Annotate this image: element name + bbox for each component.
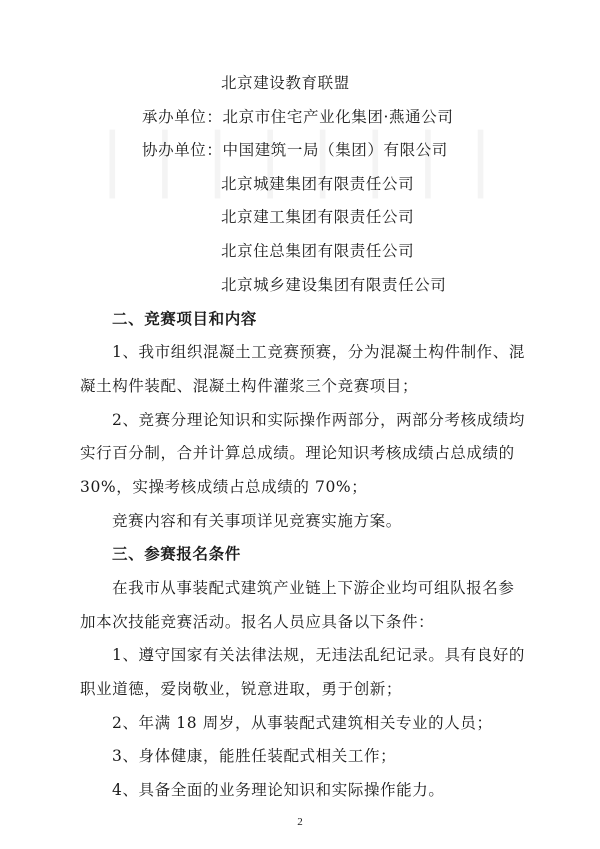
section-heading-2: 二、竞赛项目和内容 <box>112 309 257 328</box>
paragraph-line: 3、身体健康，能胜任装配式相关工作； <box>112 747 397 765</box>
paragraph-line: 30%，实操考核成绩占总成绩的 70%； <box>80 478 368 496</box>
organizer-line-4: 北京城建集团有限责任公司 <box>221 175 415 193</box>
paragraph-line: 在我市从事装配式建筑产业链上下游企业均可组队报名参 <box>112 579 515 597</box>
paragraph-line: 实行百分制，合并计算总成绩。理论知识考核成绩占总成绩的 <box>80 444 515 462</box>
organizer-line-7: 北京城乡建设集团有限责任公司 <box>221 276 447 294</box>
organizer-line-3: 协办单位：中国建筑一局（集团）有限公司 <box>142 141 448 159</box>
paragraph-line: 1、遵守国家有关法律法规，无违法乱纪记录。具有良好的 <box>112 646 525 664</box>
paragraph-line: 竞赛内容和有关事项详见竞赛实施方案。 <box>112 512 402 530</box>
paragraph-line: 2、竞赛分理论知识和实际操作两部分，两部分考核成绩均 <box>112 411 525 429</box>
paragraph-line: 1、我市组织混凝土工竞赛预赛，分为混凝土构件制作、混 <box>112 343 525 361</box>
organizer-line-2: 承办单位：北京市住宅产业化集团·燕通公司 <box>142 108 454 126</box>
section-heading-3: 三、参赛报名条件 <box>112 544 241 563</box>
page-number: 2 <box>297 816 303 828</box>
organizer-line-6: 北京住总集团有限责任公司 <box>221 242 415 260</box>
paragraph-line: 凝土构件装配、混凝土构件灌浆三个竞赛项目； <box>80 377 419 395</box>
paragraph-line: 4、具备全面的业务理论知识和实际操作能力。 <box>112 781 445 799</box>
paragraph-line: 加本次技能竞赛活动。报名人员应具备以下条件： <box>80 613 435 631</box>
organizer-line-5: 北京建工集团有限责任公司 <box>221 208 415 226</box>
paragraph-line: 职业道德，爱岗敬业，锐意进取，勇于创新； <box>80 680 403 698</box>
paragraph-line: 2、年满 18 周岁，从事装配式建筑相关专业的人员； <box>112 714 493 732</box>
organizer-line-1: 北京建设教育联盟 <box>221 74 350 92</box>
